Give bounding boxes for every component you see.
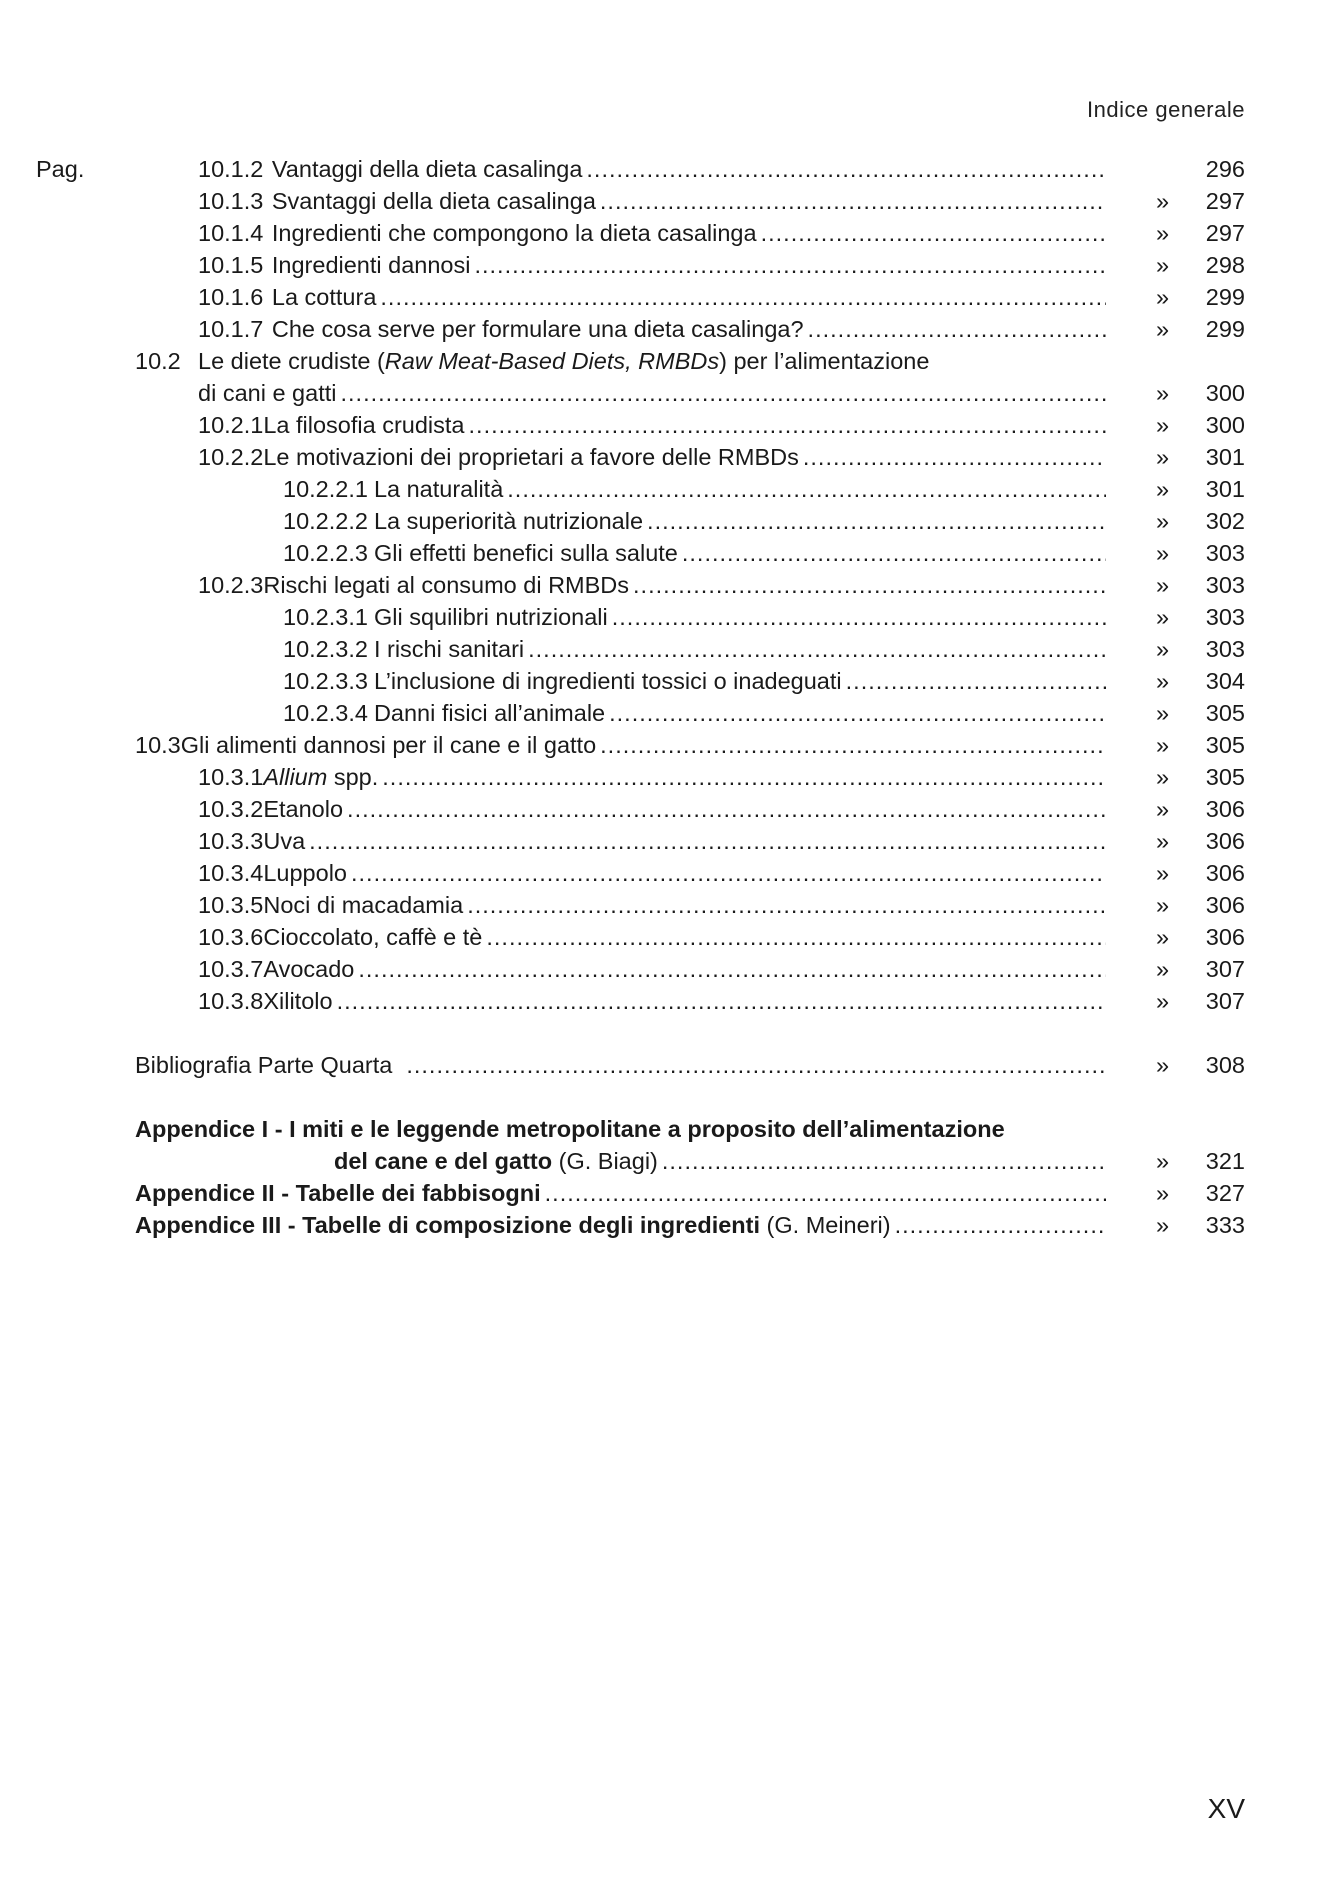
page-number: 303 [1205,636,1245,662]
leader-dots [612,601,1106,633]
entry-title-continued: del cane e del gatto (G. Biagi) [334,1148,658,1174]
leader-dots [406,1049,1106,1081]
leader-dots [467,889,1106,921]
entry-title: Danni fisici all’animale [373,700,606,726]
entry-title: Appendice I - I miti e le leggende metropolitane a proposito dell’alimentazione [135,1116,1005,1142]
toc-entry[interactable]: 10.3.2 Etanolo ..... » 306 [0,793,1340,825]
leader-dots [600,185,1106,217]
toc-entry[interactable]: 10.2.2.2 La superiorità nutrizionale ..... » 302 [0,505,1340,537]
leader-dots [337,985,1106,1017]
leader-dots [808,313,1106,345]
entry-number: 10.1.5 [198,252,264,278]
leader-dots [358,953,1106,985]
entry-title: Le diete crudiste (Raw Meat-Based Diets, RMBDs) per l’alimentazione [198,348,930,374]
leader-dots [351,857,1106,889]
entry-number: 10.3.7 [198,956,264,982]
leader-dots [633,569,1106,601]
page-number: 306 [1205,860,1245,886]
leader-dots [382,761,1106,793]
leader-dots [600,729,1106,761]
toc-entry[interactable]: 10.1.3 Svantaggi della dieta casalinga ..... » 297 [0,185,1340,217]
page-folio: XV [1207,1793,1245,1824]
leader-dots [469,409,1106,441]
entry-number: 10.2.3.3 [283,668,368,694]
entry-title: Ingredienti dannosi [271,252,471,278]
entry-number: 10.3.1 [198,764,264,790]
entry-number: 10.1.2 [198,156,264,182]
page-number: 306 [1205,892,1245,918]
entry-title: Ingredienti che compongono la dieta casalinga [271,220,757,246]
entry-title: Bibliografia Parte Quarta [135,1052,393,1078]
spacer [0,1081,1340,1113]
page-number: 299 [1205,316,1245,342]
entry-title: La filosofia crudista [263,412,465,438]
toc-entry-appendix-continuation[interactable]: del cane e del gatto (G. Biagi) ..... » 321 [0,1145,1340,1177]
page-number: 305 [1205,700,1245,726]
entry-title: Avocado [263,956,355,982]
page-number: 307 [1205,988,1245,1014]
entry-title: Gli alimenti dannosi per il cane e il gatto [180,732,597,758]
page-number: 301 [1205,444,1245,470]
toc-entry[interactable]: 10.3.5 Noci di macadamia ..... » 306 [0,889,1340,921]
entry-number: 10.1.7 [198,316,264,342]
entry-number: 10.3.4 [198,860,264,886]
entry-title: Gli effetti benefici sulla salute [373,540,678,566]
entry-number: 10.3.8 [198,988,264,1014]
page-number: 305 [1205,732,1245,758]
entry-number: 10.3 [135,732,181,758]
entry-title: Che cosa serve per formulare una dieta casalinga? [271,316,804,342]
entry-number: 10.3.3 [198,828,264,854]
leader-dots [662,1145,1106,1177]
toc-entry[interactable]: 10.3.3 Uva ..... » 306 [0,825,1340,857]
toc-entry[interactable]: 10.3.7 Avocado ..... » 307 [0,953,1340,985]
leader-dots [586,153,1106,185]
leader-dots [486,921,1106,953]
toc-entry-heading[interactable] [0,345,1340,377]
leader-dots [474,249,1106,281]
page-number: 297 [1205,188,1245,214]
entry-title: I rischi sanitari [373,636,525,662]
toc-entry-appendix[interactable]: Appendice II - Tabelle dei fabbisogni ..... » 327 [0,1177,1340,1209]
entry-title: La cottura [271,284,377,310]
toc-entry[interactable]: 10.2.2.3 Gli effetti benefici sulla salute ..... » 303 [0,537,1340,569]
toc-entry[interactable]: 10.1.6 La cottura ..... » 299 [0,281,1340,313]
toc-entry[interactable]: 10.3.8 Xilitolo ..... » 307 [0,985,1340,1017]
entry-title: La superiorità nutrizionale [373,508,644,534]
spacer [0,1017,1340,1049]
page-number: 327 [1205,1180,1245,1206]
page-number: 307 [1205,956,1245,982]
running-header: Indice generale [1087,97,1245,122]
entry-title: Appendice III - Tabelle di composizione degli ingredienti (G. Meineri) [135,1212,891,1238]
page-number: 299 [1205,284,1245,310]
toc-entry[interactable]: 10.1.2 Vantaggi della dieta casalinga ..... Pag. 296 [0,153,1340,185]
entry-number: 10.2.2.2 [283,508,368,534]
entry-number: 10.2.3.2 [283,636,368,662]
toc-entry[interactable]: 10.2.3.2 I rischi sanitari ..... » 303 [0,633,1340,665]
entry-title: Xilitolo [263,988,333,1014]
leader-dots [846,665,1106,697]
entry-number: 10.2.2 [198,444,264,470]
entry-number: 10.3.2 [198,796,264,822]
toc-entry-continuation[interactable]: di cani e gatti ..... » 300 [0,377,1340,409]
entry-title: L’inclusione di ingredienti tossici o inadeguati [373,668,842,694]
page-number: 300 [1205,412,1245,438]
leader-dots [545,1177,1106,1209]
page-number: 303 [1205,604,1245,630]
page-number: 306 [1205,796,1245,822]
entry-number: 10.2.2.1 [283,476,368,502]
page-number: 303 [1205,540,1245,566]
entry-number: 10.3.6 [198,924,264,950]
entry-title: Appendice II - Tabelle dei fabbisogni [135,1180,541,1206]
toc-entry[interactable]: 10.2.1 La filosofia crudista ..... » 300 [0,409,1340,441]
leader-dots [507,473,1106,505]
entry-title: Svantaggi della dieta casalinga [271,188,596,214]
toc-entry[interactable]: 10.1.7 Che cosa serve per formulare una dieta casalinga? ..... » 299 [0,313,1340,345]
toc-entry[interactable]: 10.2.3.1 Gli squilibri nutrizionali ..... » 303 [0,601,1340,633]
page-number: 321 [1205,1148,1245,1174]
entry-title-continued: di cani e gatti [198,380,337,406]
page-number: 333 [1205,1212,1245,1238]
entry-number: 10.2.2.3 [283,540,368,566]
toc-entry[interactable]: 10.1.4 Ingredienti che compongono la dieta casalinga ..... » 297 [0,217,1340,249]
entry-title: Rischi legati al consumo di RMBDs [263,572,630,598]
entry-title: Uva [263,828,306,854]
entry-title: Allium spp. [263,764,379,790]
toc-entry-appendix[interactable]: Appendice III - Tabelle di composizione degli ingredienti (G. Meineri) ..... » 333 [0,1209,1340,1241]
page-number: 298 [1205,252,1245,278]
entry-number: 10.2.3.1 [283,604,368,630]
page-number: 303 [1205,572,1245,598]
toc-entry[interactable]: 10.3.1 Allium spp. ..... » 305 [0,761,1340,793]
leader-dots [309,825,1106,857]
table-of-contents [0,153,1340,1241]
toc-entry[interactable]: 10.1.5 Ingredienti dannosi ..... » 298 [0,249,1340,281]
toc-entry-heading[interactable]: 10.3 Gli alimenti dannosi per il cane e il gatto ..... » 305 [0,729,1340,761]
entry-title: La naturalità [373,476,504,502]
page-number: 306 [1205,924,1245,950]
leader-dots [803,441,1106,473]
entry-title: Vantaggi della dieta casalinga [271,156,583,182]
leader-dots [609,697,1106,729]
entry-number: 10.2.3 [198,572,264,598]
entry-title: Luppolo [263,860,347,886]
leader-dots [347,793,1106,825]
page-number: 306 [1205,828,1245,854]
toc-entry[interactable]: 10.3.6 Cioccolato, caffè e tè ..... » 306 [0,921,1340,953]
entry-number: 10.1.4 [198,220,264,246]
page-number: 301 [1205,476,1245,502]
page-number: 297 [1205,220,1245,246]
toc-entry[interactable]: 10.2.2.1 La naturalità ..... » 301 [0,473,1340,505]
entry-title: Gli squilibri nutrizionali [373,604,608,630]
toc-entry[interactable]: 10.2.3.3 L’inclusione di ingredienti tossici o inadeguati ..... » 304 [0,665,1340,697]
page-number: 300 [1205,380,1245,406]
entry-number: 10.3.5 [198,892,264,918]
page-number: 308 [1205,1052,1245,1078]
entry-title: Cioccolato, caffè e tè [263,924,483,950]
page-number: 305 [1205,764,1245,790]
leader-dots [895,1209,1106,1241]
entry-title: Noci di macadamia [263,892,464,918]
page-number: 296 [1205,156,1245,182]
page-number: 304 [1205,668,1245,694]
entry-number: 10.2 [135,348,181,374]
toc-entry[interactable]: 10.2.3.4 Danni fisici all’animale ..... » 305 [0,697,1340,729]
leader-dots [380,281,1106,313]
entry-number: 10.1.6 [198,284,264,310]
entry-title: Etanolo [263,796,344,822]
toc-entry[interactable]: 10.2.3 Rischi legati al consumo di RMBDs ..... » 303 [0,569,1340,601]
toc-entry[interactable]: 10.2.2 Le motivazioni dei proprietari a favore delle RMBDs ..... » 301 [0,441,1340,473]
entry-number: 10.1.3 [198,188,264,214]
entry-number: 10.2.1 [198,412,264,438]
leader-dots [647,505,1106,537]
leader-dots [528,633,1106,665]
leader-dots [761,217,1106,249]
entry-number: 10.2.3.4 [283,700,368,726]
leader-dots [340,377,1106,409]
leader-dots [682,537,1106,569]
entry-title: Le motivazioni dei proprietari a favore delle RMBDs [263,444,799,470]
toc-entry[interactable]: 10.3.4 Luppolo ..... » 306 [0,857,1340,889]
toc-entry-appendix[interactable] [0,1113,1340,1145]
toc-entry-bibliography[interactable]: Bibliografia Parte Quarta ..... » 308 [0,1049,1340,1081]
page-number: 302 [1205,508,1245,534]
